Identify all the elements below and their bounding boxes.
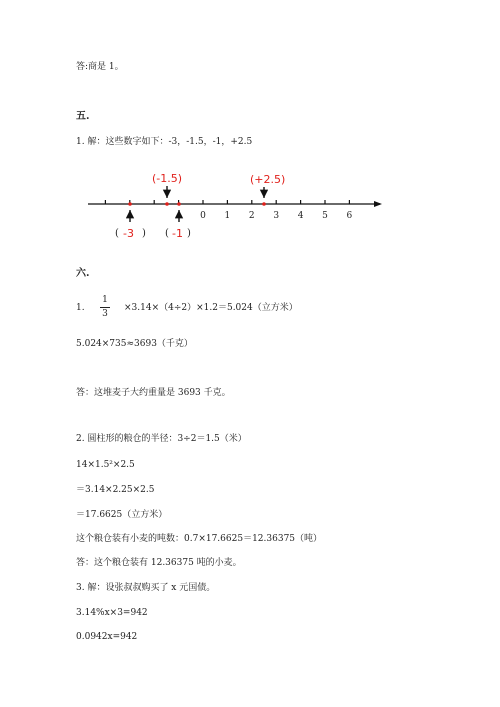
fraction-denominator: 3 (102, 309, 108, 319)
calc-line-8: 这个粮仓装有小麦的吨数：0.7×17.6625＝12.36375（吨） (76, 534, 323, 544)
tick-label: 4 (297, 211, 304, 221)
fraction-numerator: 1 (102, 295, 108, 305)
answer-line: 答:商是 1。 (76, 62, 124, 72)
calc-line-2: 5.024×735≈3693（千克） (76, 339, 193, 349)
answer-line-3: 答：这堆麦子大约重量是 3693 千克。 (76, 388, 231, 398)
label-minus-1-open: ( (165, 228, 169, 239)
item-1-number: 1. (76, 303, 85, 313)
tick-label: 2 (248, 211, 255, 221)
answer-line-9: 答：这个粮仓装有 12.36375 吨的小麦。 (76, 558, 242, 568)
calc-line-11: 3.14%x×3=942 (76, 608, 148, 618)
tick-label: 5 (322, 211, 328, 221)
label-plus-2-5: (+2.5) (250, 173, 286, 186)
calc-line-6: ＝3.14×2.25×2.5 (76, 485, 155, 495)
section-5-line-1: 1. 解：这些数字如下：-3，-1.5，-1，+2.5 (76, 137, 253, 147)
number-line-arrowhead (374, 201, 382, 207)
calc-line-12: 0.0942x=942 (76, 632, 138, 642)
fraction-one-third (100, 295, 110, 320)
label-minus-3-open: ( (115, 228, 119, 239)
calc-line-5: 14×1.5²×2.5 (76, 460, 135, 470)
point-minus-3 (128, 202, 132, 206)
calc-line-7: ＝17.6625（立方米） (76, 510, 168, 520)
tick-label: 1 (224, 211, 231, 221)
calc-line-4: 2. 圆柱形的粮仓的半径：3÷2＝1.5（米） (76, 434, 247, 444)
label-minus-1-5: (-1.5) (152, 172, 183, 185)
section-5-heading: 五. (76, 111, 90, 122)
label-minus-1-close: ) (187, 228, 191, 239)
item-1-expression: ×3.14×（4÷2）×1.2＝5.024（立方米） (124, 303, 298, 313)
tick-labels (200, 211, 352, 221)
tick-label: 6 (346, 211, 353, 221)
label-minus-1: -1 (172, 227, 183, 240)
tick-label: 3 (273, 211, 280, 221)
point-minus-1-5 (165, 202, 169, 206)
point-minus-1 (177, 202, 181, 206)
point-plus-2-5 (262, 202, 266, 206)
label-minus-3: -3 (123, 227, 134, 240)
fraction-bar (100, 307, 110, 308)
calc-line-10: 3. 解：设张叔叔购买了 x 元国债。 (76, 583, 216, 593)
label-minus-3-close: ) (142, 228, 146, 239)
section-6-heading: 六. (76, 268, 90, 279)
tick-label: 0 (200, 211, 206, 221)
